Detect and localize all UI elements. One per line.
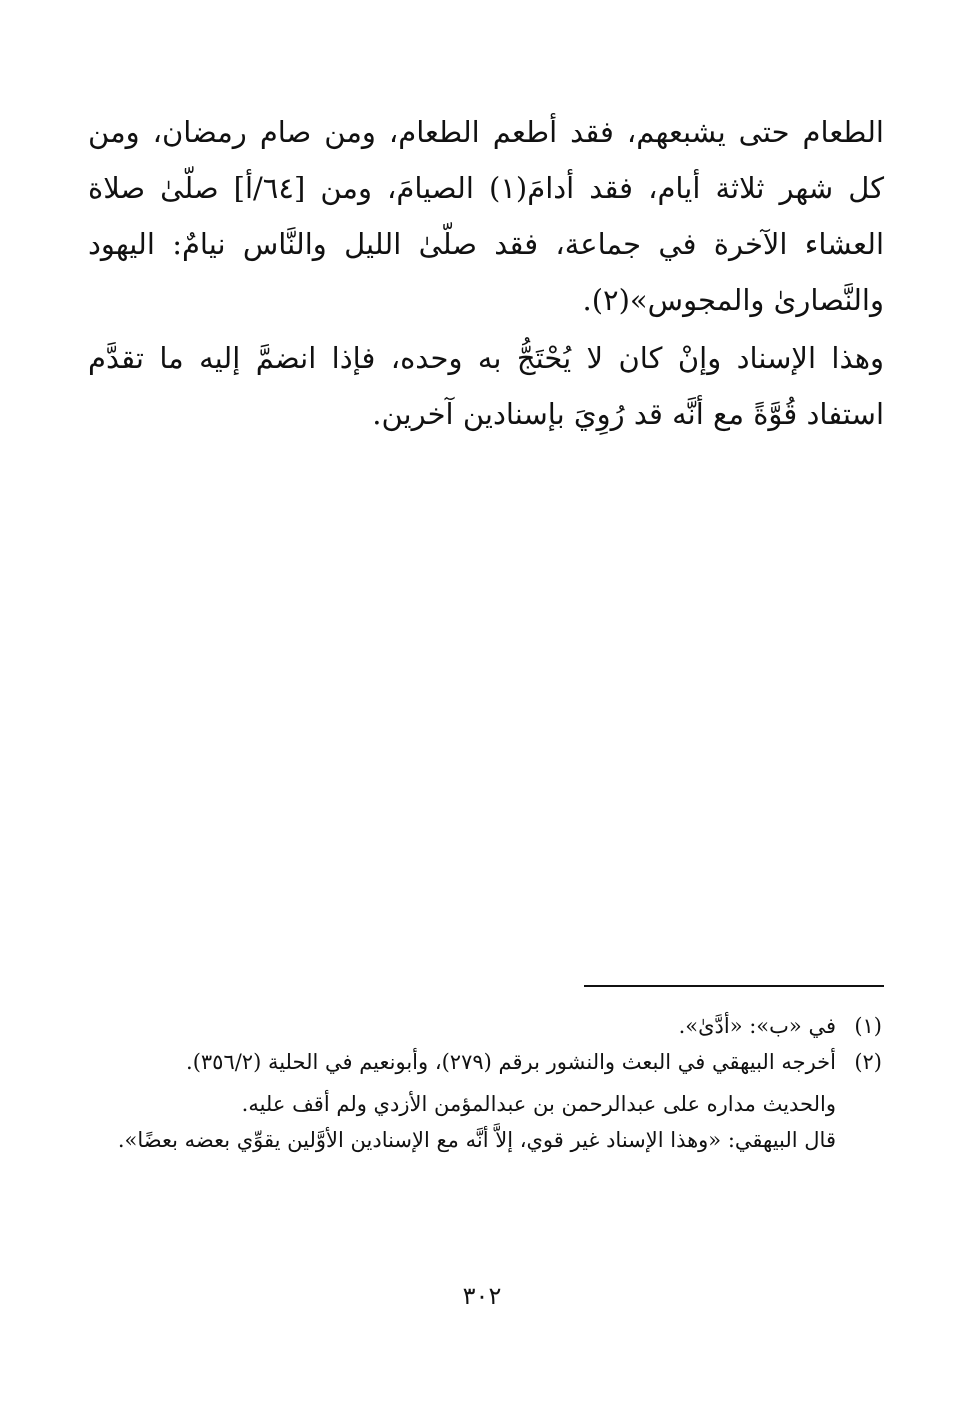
footnote-1: [92, 1008, 882, 1044]
footnotes: [92, 1008, 882, 1158]
footnote-separator: [584, 985, 884, 987]
footnote-note-line: والحديث مداره على عبدالرحمن بن عبدالمؤمن الأزدي ولم أقف عليه.: [241, 1092, 836, 1116]
paragraph-text: وهذا الإسناد وإنْ كان لا يُحْتَجُّ به وحده، فإذا انضمَّ إليه ما تقدَّم استفاد قُوَّةً مع أنَّه قد رُوِيَ بإسنادين آخرين.: [88, 341, 884, 431]
main-paragraph-2: [88, 330, 884, 442]
footnote-text: في «ب»: «أدَّىٰ».: [678, 1014, 836, 1038]
footnote-2: [92, 1044, 882, 1080]
page-number: ٣٠٢: [462, 1282, 502, 1310]
footnote-text: أخرجه البيهقي في البعث والنشور برقم (٢٧٩)، وأبونعيم في الحلية (٣٥٦/٢).: [186, 1050, 836, 1074]
footnote-number: (١): [854, 1014, 882, 1038]
main-paragraph-1: [88, 104, 884, 328]
footnote-number: (٢): [854, 1050, 882, 1074]
footnote-note-line: قال البيهقي: «وهذا الإسناد غير قوي، إلاَّ أنَّه مع الإسنادين الأوَّلين يقوِّي بعضه بعضًا».: [117, 1128, 836, 1152]
paragraph-text: الطعام حتى يشبعهم، فقد أطعم الطعام، ومن صام رمضان، ومن كل شهر ثلاثة أيام، فقد أدامَ(١) الصيامَ، ومن [٦٤/أ] صلّىٰ صلاة العشاء الآخرة في جماعة، فقد صلّىٰ الليل والنَّاس نيامٌ: اليهود والنَّصارىٰ والمجوس»(٢).: [88, 115, 885, 317]
footnote-2-continuation: [92, 1086, 836, 1158]
